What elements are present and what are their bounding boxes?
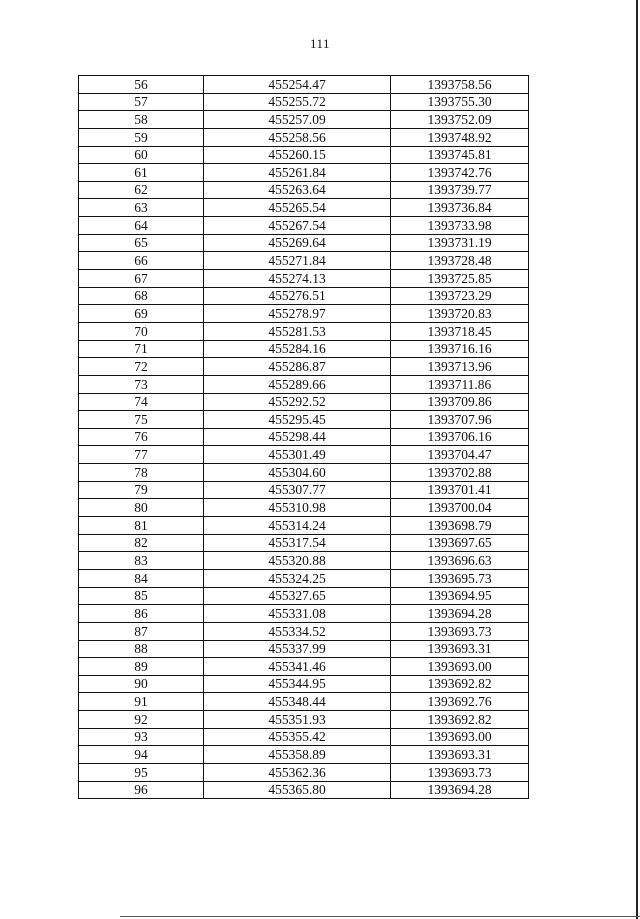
table-row (79, 252, 529, 270)
y-coordinate-cell: 1393709.86 (391, 393, 529, 411)
y-coordinate-cell: 1393692.82 (391, 711, 529, 729)
table-row (79, 587, 529, 605)
y-coordinate-cell: 1393711.86 (391, 375, 529, 393)
x-coordinate-cell: 455301.49 (204, 446, 391, 464)
x-coordinate-cell: 455320.88 (204, 552, 391, 570)
x-coordinate-cell: 455284.16 (204, 340, 391, 358)
point-number-cell: 66 (79, 252, 204, 270)
point-number-cell: 81 (79, 517, 204, 535)
y-coordinate-cell: 1393702.88 (391, 464, 529, 482)
table-row (79, 322, 529, 340)
point-number-cell: 56 (79, 76, 204, 94)
table-row (79, 411, 529, 429)
table-row (79, 658, 529, 676)
table-row (79, 711, 529, 729)
point-number-cell: 85 (79, 587, 204, 605)
x-coordinate-cell: 455337.99 (204, 640, 391, 658)
x-coordinate-cell: 455334.52 (204, 622, 391, 640)
point-number-cell: 69 (79, 305, 204, 323)
y-coordinate-cell: 1393704.47 (391, 446, 529, 464)
x-coordinate-cell: 455348.44 (204, 693, 391, 711)
table-row (79, 746, 529, 764)
y-coordinate-cell: 1393693.00 (391, 728, 529, 746)
y-coordinate-cell: 1393692.76 (391, 693, 529, 711)
point-number-cell: 88 (79, 640, 204, 658)
y-coordinate-cell: 1393716.16 (391, 340, 529, 358)
table-row (79, 93, 529, 111)
x-coordinate-cell: 455281.53 (204, 322, 391, 340)
table-row (79, 128, 529, 146)
x-coordinate-cell: 455331.08 (204, 605, 391, 623)
x-coordinate-cell: 455271.84 (204, 252, 391, 270)
y-coordinate-cell: 1393713.96 (391, 358, 529, 376)
point-number-cell: 83 (79, 552, 204, 570)
x-coordinate-cell: 455274.13 (204, 270, 391, 288)
table-row (79, 552, 529, 570)
table-row (79, 217, 529, 235)
point-number-cell: 68 (79, 287, 204, 305)
point-number-cell: 93 (79, 728, 204, 746)
y-coordinate-cell: 1393697.65 (391, 534, 529, 552)
table-row (79, 481, 529, 499)
table-row (79, 622, 529, 640)
x-coordinate-cell: 455254.47 (204, 76, 391, 94)
table-row (79, 393, 529, 411)
table-row (79, 640, 529, 658)
x-coordinate-cell: 455341.46 (204, 658, 391, 676)
x-coordinate-cell: 455278.97 (204, 305, 391, 323)
y-coordinate-cell: 1393752.09 (391, 111, 529, 129)
point-number-cell: 60 (79, 146, 204, 164)
point-number-cell: 96 (79, 781, 204, 799)
y-coordinate-cell: 1393748.92 (391, 128, 529, 146)
table-row (79, 728, 529, 746)
y-coordinate-cell: 1393693.73 (391, 622, 529, 640)
x-coordinate-cell: 455258.56 (204, 128, 391, 146)
table-row (79, 358, 529, 376)
point-number-cell: 94 (79, 746, 204, 764)
coordinates-table (78, 75, 529, 799)
y-coordinate-cell: 1393706.16 (391, 428, 529, 446)
table-row (79, 270, 529, 288)
point-number-cell: 70 (79, 322, 204, 340)
point-number-cell: 89 (79, 658, 204, 676)
point-number-cell: 58 (79, 111, 204, 129)
point-number-cell: 72 (79, 358, 204, 376)
point-number-cell: 74 (79, 393, 204, 411)
table-row (79, 569, 529, 587)
y-coordinate-cell: 1393723.29 (391, 287, 529, 305)
x-coordinate-cell: 455307.77 (204, 481, 391, 499)
table-row (79, 499, 529, 517)
table-row (79, 428, 529, 446)
y-coordinate-cell: 1393720.83 (391, 305, 529, 323)
table-row (79, 76, 529, 94)
y-coordinate-cell: 1393731.19 (391, 234, 529, 252)
y-coordinate-cell: 1393693.31 (391, 640, 529, 658)
x-coordinate-cell: 455324.25 (204, 569, 391, 587)
x-coordinate-cell: 455292.52 (204, 393, 391, 411)
y-coordinate-cell: 1393701.41 (391, 481, 529, 499)
point-number-cell: 84 (79, 569, 204, 587)
point-number-cell: 90 (79, 675, 204, 693)
y-coordinate-cell: 1393694.28 (391, 605, 529, 623)
x-coordinate-cell: 455267.54 (204, 217, 391, 235)
table-row (79, 181, 529, 199)
table-row (79, 693, 529, 711)
table-row (79, 464, 529, 482)
x-coordinate-cell: 455269.64 (204, 234, 391, 252)
table-row (79, 287, 529, 305)
y-coordinate-cell: 1393695.73 (391, 569, 529, 587)
coordinates-table-body (79, 76, 529, 799)
table-row (79, 146, 529, 164)
x-coordinate-cell: 455257.09 (204, 111, 391, 129)
y-coordinate-cell: 1393707.96 (391, 411, 529, 429)
x-coordinate-cell: 455255.72 (204, 93, 391, 111)
y-coordinate-cell: 1393693.31 (391, 746, 529, 764)
table-row (79, 446, 529, 464)
x-coordinate-cell: 455351.93 (204, 711, 391, 729)
table-row (79, 305, 529, 323)
point-number-cell: 95 (79, 763, 204, 781)
x-coordinate-cell: 455358.89 (204, 746, 391, 764)
point-number-cell: 86 (79, 605, 204, 623)
x-coordinate-cell: 455362.36 (204, 763, 391, 781)
x-coordinate-cell: 455263.64 (204, 181, 391, 199)
point-number-cell: 71 (79, 340, 204, 358)
point-number-cell: 61 (79, 164, 204, 182)
point-number-cell: 73 (79, 375, 204, 393)
table-row (79, 234, 529, 252)
point-number-cell: 75 (79, 411, 204, 429)
x-coordinate-cell: 455365.80 (204, 781, 391, 799)
y-coordinate-cell: 1393693.73 (391, 763, 529, 781)
y-coordinate-cell: 1393696.63 (391, 552, 529, 570)
table-row (79, 111, 529, 129)
y-coordinate-cell: 1393725.85 (391, 270, 529, 288)
table-row (79, 605, 529, 623)
x-coordinate-cell: 455286.87 (204, 358, 391, 376)
page-number: 111 (309, 36, 331, 51)
point-number-cell: 82 (79, 534, 204, 552)
point-number-cell: 80 (79, 499, 204, 517)
point-number-cell: 64 (79, 217, 204, 235)
y-coordinate-cell: 1393692.82 (391, 675, 529, 693)
table-row (79, 199, 529, 217)
x-coordinate-cell: 455314.24 (204, 517, 391, 535)
y-coordinate-cell: 1393742.76 (391, 164, 529, 182)
y-coordinate-cell: 1393728.48 (391, 252, 529, 270)
y-coordinate-cell: 1393745.81 (391, 146, 529, 164)
table-row (79, 781, 529, 799)
point-number-cell: 77 (79, 446, 204, 464)
y-coordinate-cell: 1393736.84 (391, 199, 529, 217)
x-coordinate-cell: 455310.98 (204, 499, 391, 517)
table-row (79, 534, 529, 552)
y-coordinate-cell: 1393698.79 (391, 517, 529, 535)
table-row (79, 375, 529, 393)
x-coordinate-cell: 455276.51 (204, 287, 391, 305)
point-number-cell: 79 (79, 481, 204, 499)
table-row (79, 763, 529, 781)
y-coordinate-cell: 1393755.30 (391, 93, 529, 111)
table-row (79, 340, 529, 358)
point-number-cell: 78 (79, 464, 204, 482)
point-number-cell: 67 (79, 270, 204, 288)
point-number-cell: 92 (79, 711, 204, 729)
page-edge-bottom (120, 916, 640, 917)
point-number-cell: 59 (79, 128, 204, 146)
x-coordinate-cell: 455295.45 (204, 411, 391, 429)
x-coordinate-cell: 455355.42 (204, 728, 391, 746)
point-number-cell: 87 (79, 622, 204, 640)
y-coordinate-cell: 1393700.04 (391, 499, 529, 517)
y-coordinate-cell: 1393694.28 (391, 781, 529, 799)
x-coordinate-cell: 455327.65 (204, 587, 391, 605)
x-coordinate-cell: 455289.66 (204, 375, 391, 393)
point-number-cell: 65 (79, 234, 204, 252)
y-coordinate-cell: 1393718.45 (391, 322, 529, 340)
point-number-cell: 57 (79, 93, 204, 111)
y-coordinate-cell: 1393694.95 (391, 587, 529, 605)
table-row (79, 675, 529, 693)
x-coordinate-cell: 455260.15 (204, 146, 391, 164)
y-coordinate-cell: 1393693.00 (391, 658, 529, 676)
table-row (79, 164, 529, 182)
point-number-cell: 91 (79, 693, 204, 711)
x-coordinate-cell: 455298.44 (204, 428, 391, 446)
y-coordinate-cell: 1393739.77 (391, 181, 529, 199)
x-coordinate-cell: 455344.95 (204, 675, 391, 693)
x-coordinate-cell: 455317.54 (204, 534, 391, 552)
page-edge-right (636, 0, 638, 919)
x-coordinate-cell: 455265.54 (204, 199, 391, 217)
x-coordinate-cell: 455261.84 (204, 164, 391, 182)
y-coordinate-cell: 1393733.98 (391, 217, 529, 235)
point-number-cell: 62 (79, 181, 204, 199)
table-row (79, 517, 529, 535)
point-number-cell: 76 (79, 428, 204, 446)
x-coordinate-cell: 455304.60 (204, 464, 391, 482)
point-number-cell: 63 (79, 199, 204, 217)
y-coordinate-cell: 1393758.56 (391, 76, 529, 94)
